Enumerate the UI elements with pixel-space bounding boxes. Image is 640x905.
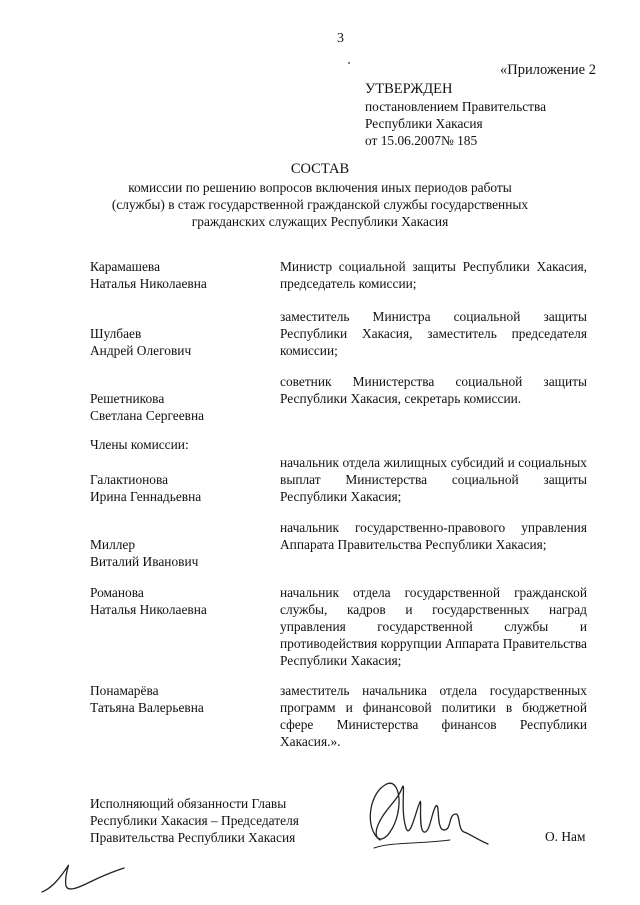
member-surname: Карамашева	[90, 259, 161, 274]
signatory-position-line: Исполняющий обязанности Главы	[90, 796, 287, 811]
handwritten-signature	[360, 770, 490, 860]
member-surname: Галактионова	[90, 472, 169, 487]
member-role: начальник отдела государственной гражданской службы, кадров и государственных наград управления государственной службы и противодействия коррупции Аппарата Правительства Республики Хакасия;	[280, 585, 587, 668]
page-number: 3	[337, 31, 344, 46]
member-role: начальник отдела жилищных субсидий и социальных выплат Министерства социальной защиты Республики Хакасия;	[280, 455, 587, 504]
member-given-name: Ирина Геннадьевна	[90, 489, 202, 504]
document-title-block	[0, 160, 640, 230]
handwritten-initial-mark	[38, 858, 128, 898]
signature-stroke	[370, 783, 488, 844]
signatory-position	[90, 795, 299, 846]
member-name	[90, 536, 260, 570]
member-surname: Романова	[90, 585, 144, 600]
signatory-position-line: Правительства Республики Хакасия	[90, 830, 296, 845]
member-given-name: Татьяна Валерьевна	[90, 700, 204, 715]
member-role: советник Министерства социальной защиты Республики Хакасия, секретарь комиссии.	[280, 374, 587, 406]
member-surname: Миллер	[90, 537, 136, 552]
member-given-name: Андрей Олегович	[90, 343, 192, 358]
members-heading: Члены комиссии:	[90, 437, 189, 452]
member-role: заместитель Министра социальной защиты Республики Хакасия, заместитель председателя комиссии;	[280, 309, 587, 358]
member-name	[90, 584, 260, 618]
signatory-name: О. Нам	[545, 829, 586, 844]
appendix-label: «Приложение 2	[500, 62, 596, 78]
member-given-name: Виталий Иванович	[90, 554, 199, 569]
member-surname: Шулбаев	[90, 326, 142, 341]
document-title: СОСТАВ	[290, 161, 350, 177]
member-given-name: Наталья Николаевна	[90, 276, 207, 291]
signature-underline	[374, 840, 450, 848]
approval-block	[365, 80, 615, 149]
scan-speck	[348, 62, 350, 64]
member-given-name: Наталья Николаевна	[90, 602, 207, 617]
member-name	[90, 682, 260, 716]
signatory-position-line: Республики Хакасия – Председателя	[90, 813, 299, 828]
member-name	[90, 325, 260, 359]
document-subtitle-line: гражданских служащих Республики Хакасия	[191, 214, 449, 229]
document-subtitle-line: (службы) в стаж государственной гражданской службы государственных	[111, 197, 529, 212]
member-surname: Понамарёва	[90, 683, 159, 698]
approval-date-line: от 15.06.2007№ 185	[365, 133, 478, 148]
member-role: начальник государственно-правового управления Аппарата Правительства Республики Хакасия;	[280, 520, 587, 552]
member-role: заместитель начальника отдела государственных программ и финансовой политики в бюджетной сфере Министерства финансов Республики Хакасия.».	[280, 683, 587, 749]
approval-title: УТВЕРЖДЕН	[365, 81, 453, 97]
member-role: Министр социальной защиты Республики Хакасия, председатель комиссии;	[280, 259, 587, 291]
document-subtitle-line: комиссии по решению вопросов включения иных периодов работы	[128, 180, 512, 195]
approval-line: Республики Хакасия	[365, 116, 483, 131]
member-surname: Решетникова	[90, 391, 165, 406]
member-name	[90, 258, 260, 292]
member-name	[90, 390, 260, 424]
approval-line: постановлением Правительства	[365, 99, 547, 114]
initial-stroke	[42, 865, 124, 892]
member-name	[90, 471, 260, 505]
member-given-name: Светлана Сергеевна	[90, 408, 205, 423]
